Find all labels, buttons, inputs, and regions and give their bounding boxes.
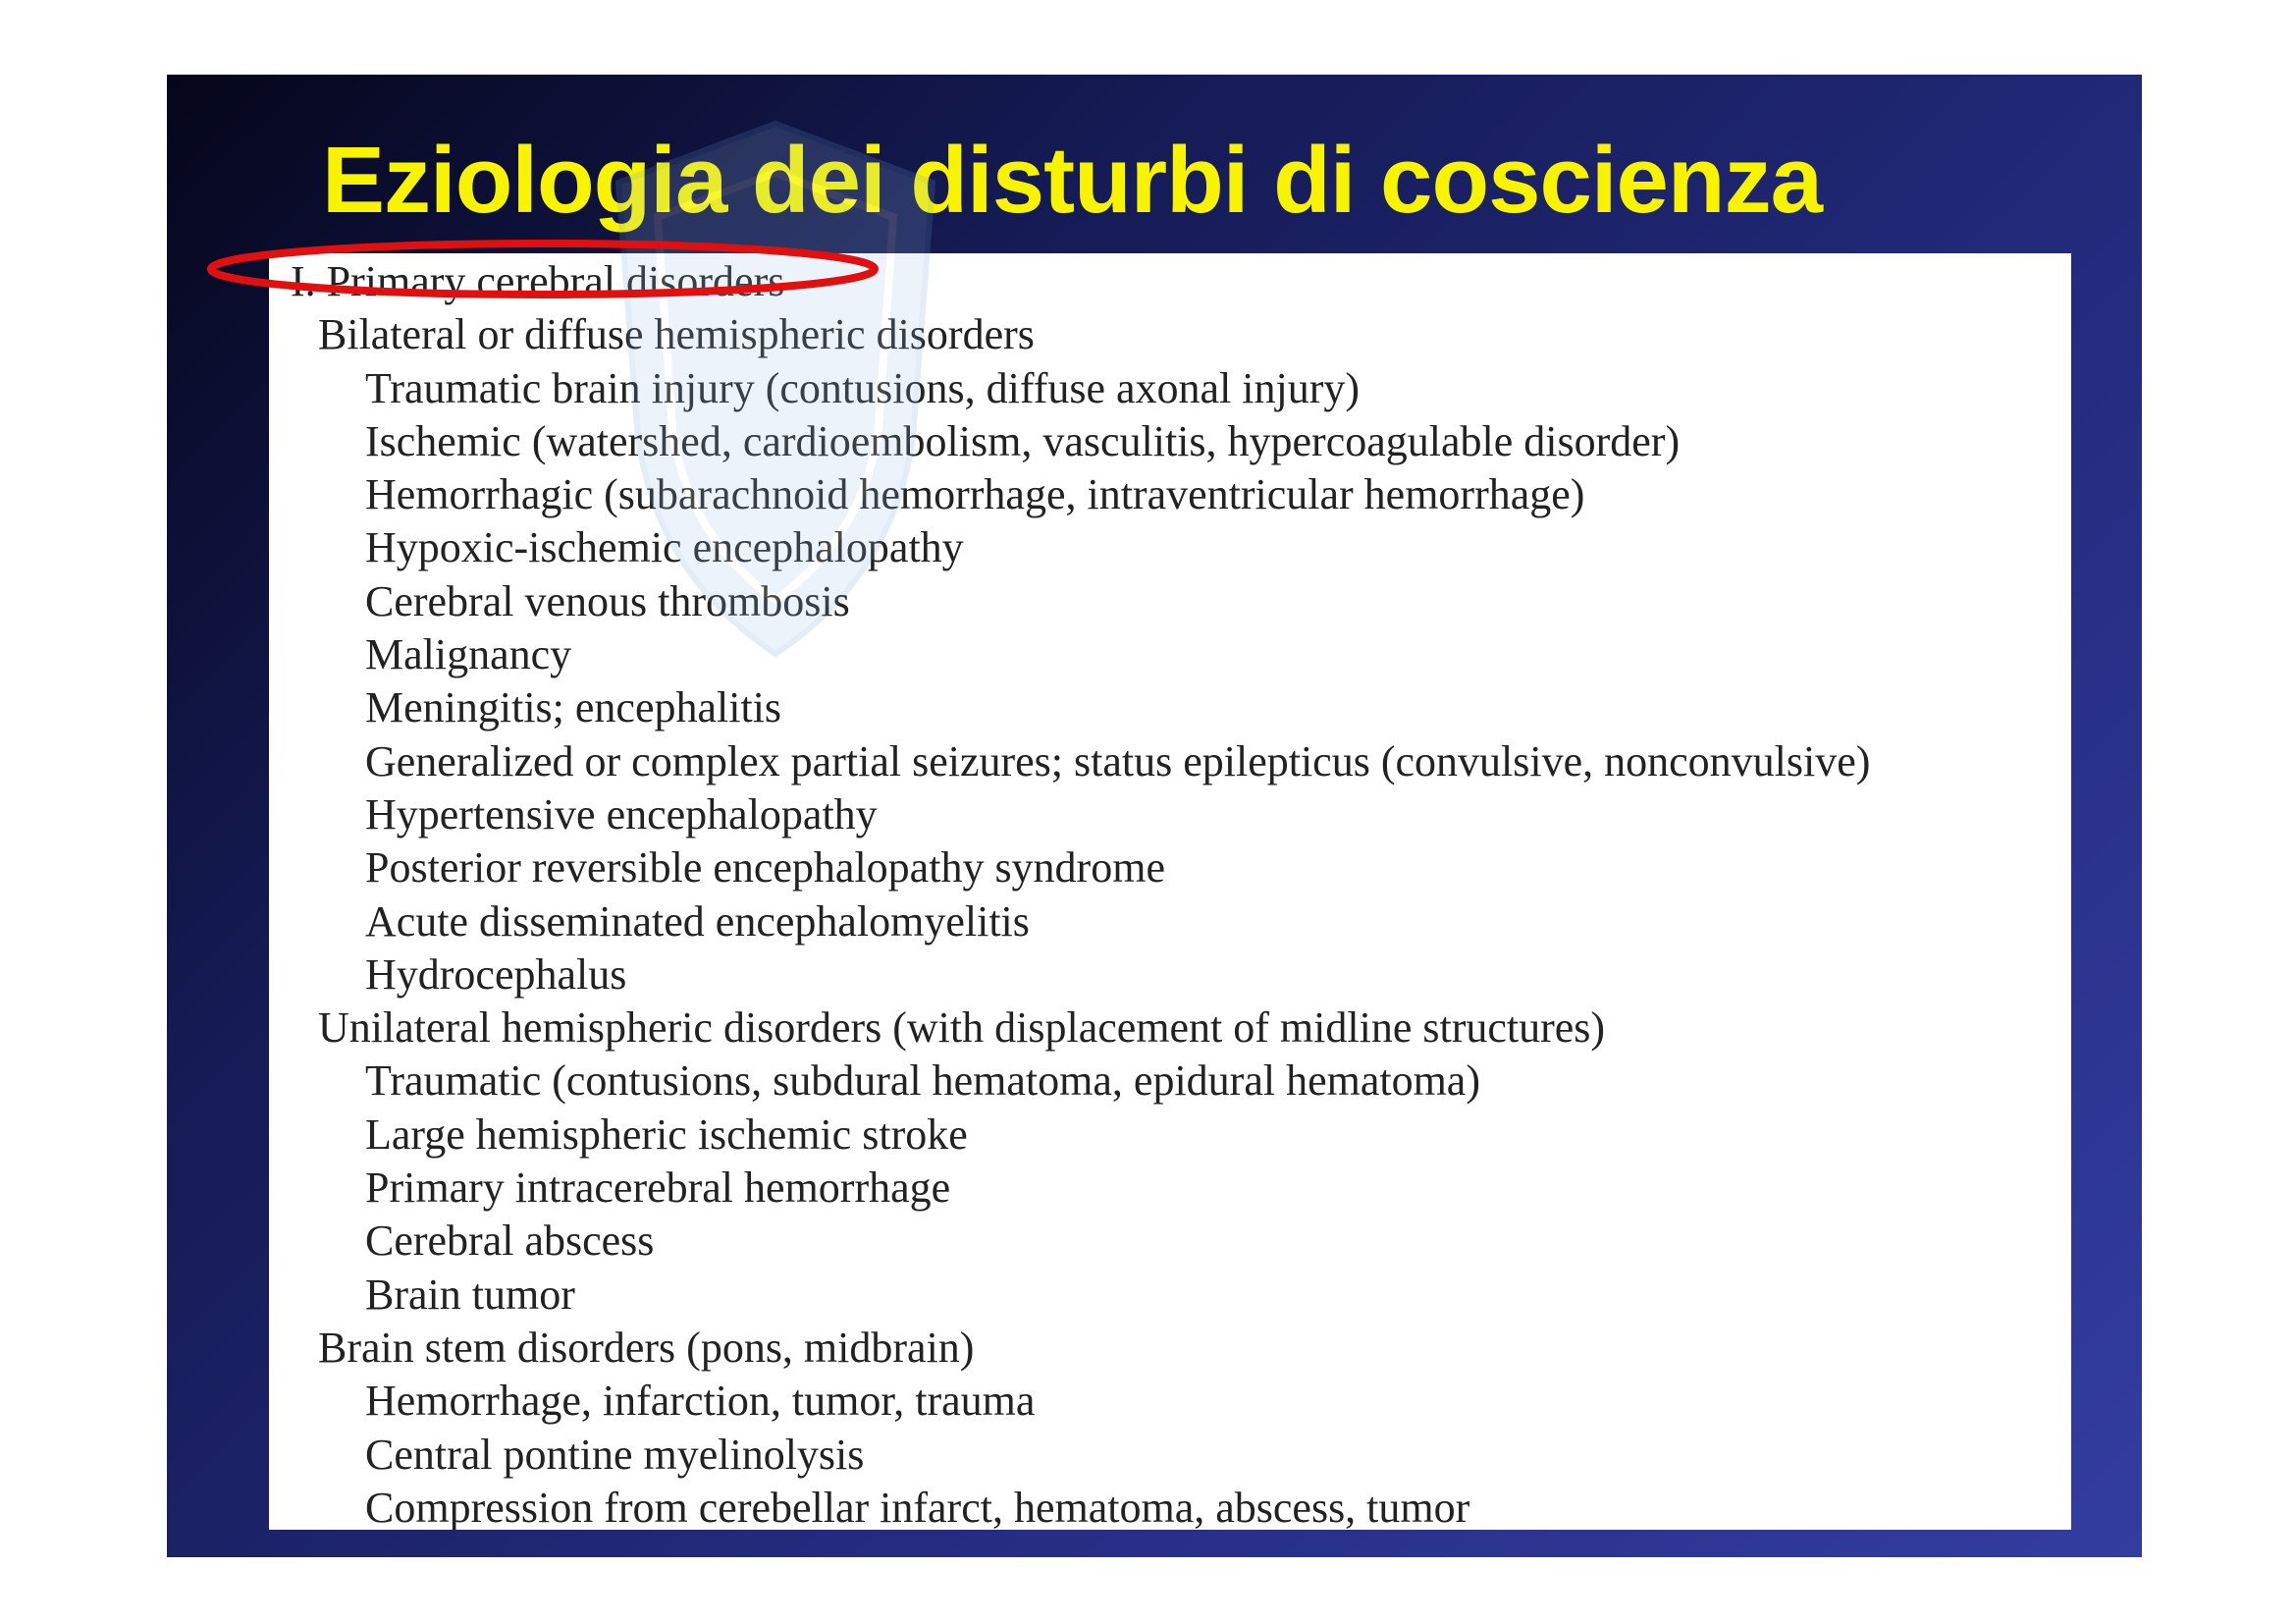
list-item: Central pontine myelinolysis	[365, 1430, 865, 1479]
list-item: Traumatic brain injury (contusions, diffuse axonal injury)	[365, 363, 1361, 412]
list-item: Cerebral venous thrombosis	[365, 576, 850, 625]
list-item: Primary intracerebral hemorrhage	[365, 1163, 951, 1213]
list-item: Hemorrhagic (subarachnoid hemorrhage, intraventricular hemorrhage)	[365, 470, 1585, 519]
slide-title: Eziologia dei disturbi di coscienza	[322, 128, 1822, 233]
list-item: Hemorrhage, infarction, tumor, trauma	[365, 1377, 1036, 1426]
slide	[167, 75, 2142, 1557]
list-item: Hypertensive encephalopathy	[365, 789, 878, 839]
category-item: Brain stem disorders (pons, midbrain)	[318, 1323, 975, 1372]
list-item: Hypoxic-ischemic encephalopathy	[365, 523, 964, 572]
list-item: Acute disseminated encephalomyelitis	[365, 896, 1030, 946]
list-item: Generalized or complex partial seizures; status epilepticus (convulsive, nonconvulsive)	[365, 736, 1871, 785]
list-item: Posterior reversible encephalopathy syndrome	[365, 843, 1165, 893]
list-item: Malignancy	[365, 630, 572, 679]
list-item: Large hemispheric ischemic stroke	[365, 1109, 968, 1159]
list-item: Cerebral abscess	[365, 1217, 655, 1266]
list-item: Brain tumor	[365, 1270, 575, 1319]
category-item: Unilateral hemispheric disorders (with displacement of midline structures)	[318, 1003, 1606, 1053]
category-item: Bilateral or diffuse hemispheric disorders	[318, 310, 1035, 359]
list-item: Compression from cerebellar infarct, hematoma, abscess, tumor	[365, 1483, 1470, 1530]
list-item: Meningitis; encephalitis	[365, 683, 782, 732]
section-heading: I. Primary cerebral disorders	[291, 257, 785, 305]
list-item: Traumatic (contusions, subdural hematoma, epidural hematoma)	[365, 1056, 1480, 1106]
etiology-list	[269, 255, 1870, 1530]
content-panel	[269, 253, 2071, 1530]
list-item: Ischemic (watershed, cardioembolism, vasculitis, hypercoagulable disorder)	[365, 416, 1681, 465]
list-item: Hydrocephalus	[365, 949, 627, 999]
